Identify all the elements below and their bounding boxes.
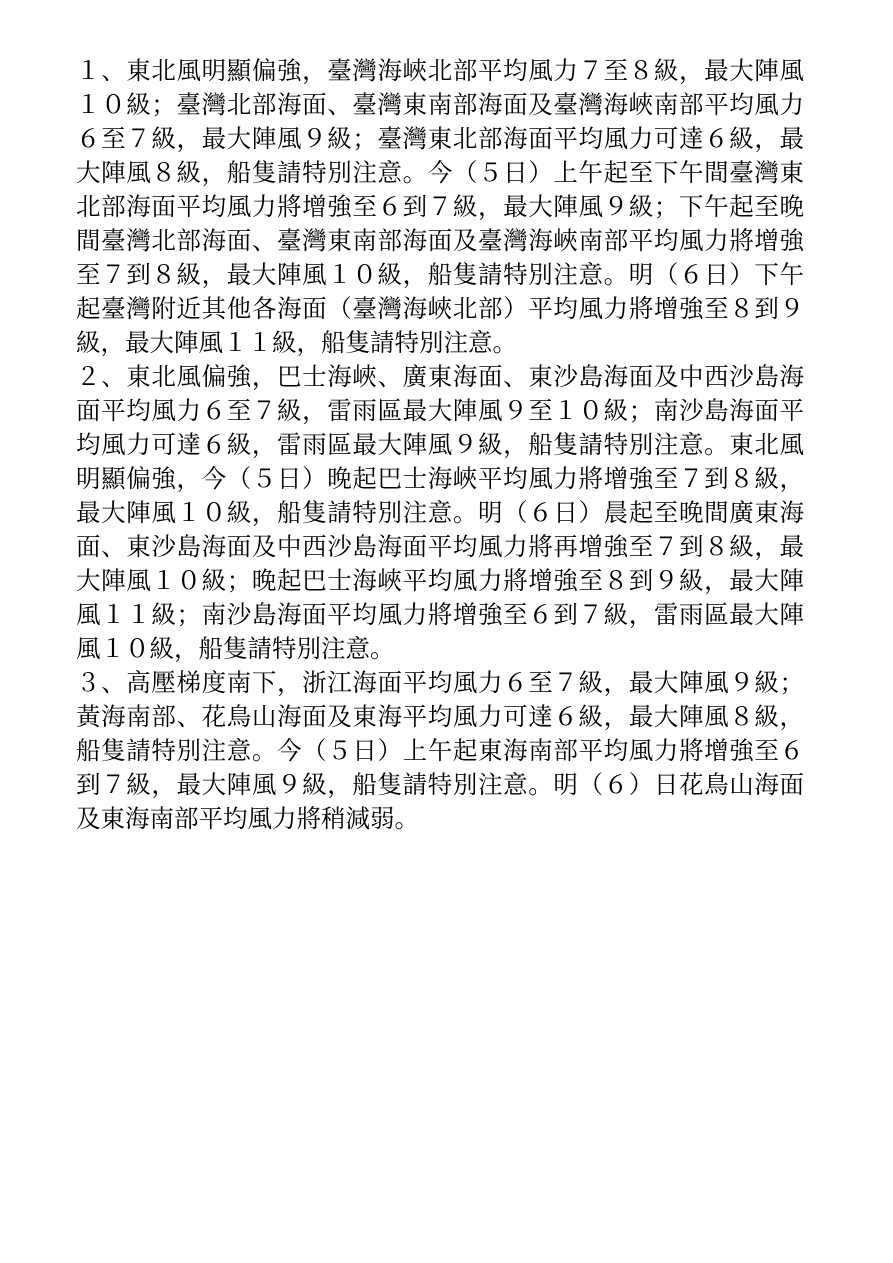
document-body <box>76 54 804 836</box>
paragraph-1: １、東北風明顯偏強，臺灣海峽北部平均風力７至８級，最大陣風１０級；臺灣北部海面、臺灣東南部海面及臺灣海峽南部平均風力６至７級，最大陣風９級；臺灣東北部海面平均風力可達６級，最大陣風８級，船隻請特別注意。今（５日）上午起至下午間臺灣東北部海面平均風力將增強至６到７級，最大陣風９級；下午起至晚間臺灣北部海面、臺灣東南部海面及臺灣海峽南部平均風力將增強至７到８級，最大陣風１０級，船隻請特別注意。明（６日）下午起臺灣附近其他各海面（臺灣海峽北部）平均風力將增強至８到９級，最大陣風１１級，船隻請特別注意。 <box>76 56 804 357</box>
paragraph-3: ３、高壓梯度南下，浙江海面平均風力６至７級，最大陣風９級；黃海南部、花鳥山海面及東海平均風力可達６級，最大陣風８級，船隻請特別注意。今（５日）上午起東海南部平均風力將增強至６到７級，最大陣風９級，船隻請特別注意。明（６）日花鳥山海面及東海南部平均風力將稍減弱。 <box>76 668 804 833</box>
paragraph-2: ２、東北風偏強，巴士海峽、廣東海面、東沙島海面及中西沙島海面平均風力６至７級，雷雨區最大陣風９至１０級；南沙島海面平均風力可達６級，雷雨區最大陣風９級，船隻請特別注意。東北風明顯偏強，今（５日）晚起巴士海峽平均風力將增強至７到８級，最大陣風１０級，船隻請特別注意。明（６日）晨起至晚間廣東海面、東沙島海面及中西沙島海面平均風力將再增強至７到８級，最大陣風１０級；晚起巴士海峽平均風力將增強至８到９級，最大陣風１１級；南沙島海面平均風力將增強至６到７級，雷雨區最大陣風１０級，船隻請特別注意。 <box>76 362 804 663</box>
